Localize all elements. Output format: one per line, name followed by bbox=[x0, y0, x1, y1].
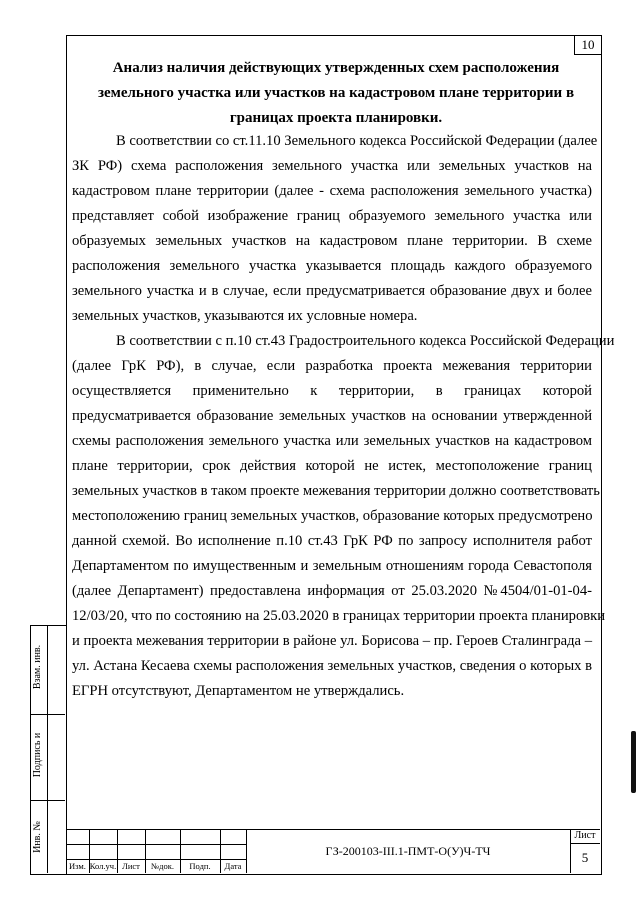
body-line: В соответствии со ст.11.10 Земельного кодекса Российской Федерации (далее bbox=[116, 133, 598, 149]
sheet-number: 5 bbox=[581, 850, 589, 865]
body-line: предусматривается образование земельных участков на основании утвержденной bbox=[72, 408, 592, 424]
sheet-label: Лист bbox=[574, 830, 596, 841]
body-line: схемы расположения земельного участка или земельных участков на кадастровом bbox=[72, 433, 592, 449]
body-line: земельных участков в таком проекте межевания территории должно соответствовать bbox=[72, 483, 600, 499]
body-line: осуществляется применительно к территории, в границах которой bbox=[72, 383, 592, 399]
margin-label-replacement-inv: Взам. инв. bbox=[32, 644, 43, 690]
body-line: плане территории, срок действия которой не истек, местоположение границ bbox=[72, 458, 592, 474]
body-line: В соответствии с п.10 ст.43 Градостроительного кодекса Российской Федерации bbox=[116, 333, 615, 349]
header-signature: Подп. bbox=[189, 861, 211, 871]
header-list: Лист bbox=[122, 861, 140, 871]
title-line-1: Анализ наличия действующих утвержденных схем расположения bbox=[112, 60, 560, 76]
body-line: данной схемой. Во исполнение п.10 ст.43 ГрК РФ по запросу исполнителя работ bbox=[72, 533, 592, 549]
body-line: земельных участков, указываются их условные номера. bbox=[72, 308, 418, 324]
margin-label-signature: Подпись и bbox=[32, 732, 43, 778]
body-line: представляет собой изображение границ образуемого земельного участка или bbox=[72, 208, 592, 224]
body-line: ЗК РФ) схема расположения земельного участка или земельных участков на bbox=[72, 158, 592, 174]
body-line: (далее ГрК РФ), в случае, если разработка проекта межевания территории bbox=[72, 358, 592, 374]
header-kol-uch: Кол.уч. bbox=[89, 861, 117, 871]
margin-label-inv-number: Инв. № bbox=[32, 821, 43, 853]
header-date: Дата bbox=[224, 861, 242, 871]
body-line: ЕГРН отсутствуют, Департаментом не утверждались. bbox=[72, 683, 405, 699]
body-line: расположения земельного участка указывается площадь каждого образуемого bbox=[72, 258, 592, 274]
body-line: местоположению границ земельных участков, образование которых предусмотрено bbox=[72, 508, 593, 524]
body-line: земельного участка и в случае, если предусматривается образование двух и более bbox=[72, 283, 592, 299]
title-line-2: земельного участка или участков на кадастровом плане территории в bbox=[97, 85, 575, 101]
document-code: ГЗ-200103-III.1-ПМТ-О(У)Ч-ТЧ bbox=[325, 844, 491, 858]
page-number: 10 bbox=[574, 35, 601, 55]
body-line: 12/03/20, что по состоянию на 25.03.2020 в границах территории проекта планировки bbox=[72, 608, 606, 624]
body-line: ул. Астана Кесаева схемы расположения земельных участков, сведения о которых в bbox=[72, 658, 592, 674]
body-line: образуемых земельных участков на кадастровом плане территории. В схеме bbox=[72, 233, 592, 249]
body-line: Департаментом по имущественным и земельным отношениям города Севастополя bbox=[72, 558, 592, 574]
header-doc-no: №док. bbox=[151, 861, 174, 871]
edge-mark bbox=[631, 731, 636, 793]
body-line: кадастровом плане территории (далее - схема расположения земельного участка) bbox=[72, 183, 592, 199]
body-line: (далее Департамент) предоставлена информация от 25.03.2020 №4504/01-01-04- bbox=[72, 583, 592, 599]
body-line: и проекта межевания территории в районе ул. Борисова – пр. Героев Сталинграда – bbox=[72, 633, 592, 649]
title-line-3: границах проекта планировки. bbox=[229, 110, 443, 126]
header-izm: Изм. bbox=[69, 861, 86, 871]
